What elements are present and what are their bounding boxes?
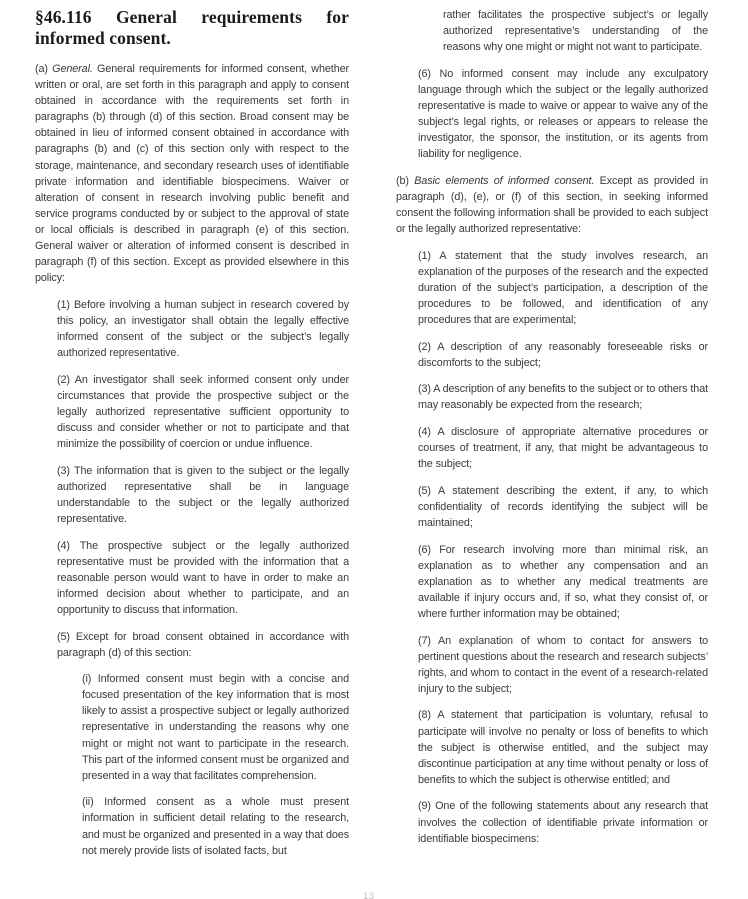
para-b-5-text: (5) A statement describing the extent, if any, to which confidentiality of records identifying the subject will be maintained; <box>418 484 708 530</box>
para-a-5-ii-continued <box>443 7 708 55</box>
para-a-italic-lead: General. <box>52 63 93 75</box>
right-column <box>396 7 708 847</box>
para-b-italic-lead: Basic elements of informed consent. <box>414 174 595 187</box>
para-a-5-i <box>82 671 349 784</box>
para-a-4 <box>57 538 349 618</box>
para-b-1 <box>418 248 708 328</box>
para-b-4 <box>418 424 708 472</box>
para-a-1 <box>57 297 349 361</box>
section-title: §46.116 General requirements for informed consent. <box>35 7 349 48</box>
para-a-5-text: (5) Except for broad consent obtained in accordance with paragraph (d) of this section: <box>57 630 349 659</box>
para-b-8 <box>418 707 708 787</box>
para-b-text: Except as provided in paragraph (d), (e), or (f) of this section, in seeking informed consent the following information shall be provided to each subject or the legally authorized representative: <box>396 174 708 236</box>
para-a-5-i-text: (i) Informed consent must begin with a concise and focused presentation of the key information that is most likely to assist a prospective subject or legally authorized representative in understanding the reasons why one might or might not want to participate in the research. This part of the informed consent must be organized and presented in a way that facilitates comprehension. <box>82 673 349 782</box>
para-a-2 <box>57 372 349 452</box>
para-b-3-text: (3) A description of any benefits to the subject or to others that may reasonably be expected from the research; <box>418 383 708 412</box>
para-a-2-text: (2) An investigator shall seek informed consent only under circumstances that provide the prospective subject or the legally authorized representative sufficient opportunity to discuss and consider whether or not to participate and that minimize the possibility of coercion or undue influence. <box>57 373 349 451</box>
para-b-3 <box>418 381 708 413</box>
page-number: 13 <box>363 891 375 899</box>
para-b-9-text: (9) One of the following statements about any research that involves the collection of identifiable private information or identifiable biospecimens: <box>418 800 708 845</box>
para-a-3 <box>57 463 349 527</box>
para-a-6-text: (6) No informed consent may include any exculpatory language through which the subject or the legally authorized representative is made to waive or appear to waive any of the subject’s legal rights, or releases or appears to release the investigator, the sponsor, the institution, or its agents from liability for negligence. <box>418 67 708 161</box>
para-a-6 <box>418 66 708 163</box>
para-b-1-text: (1) A statement that the study involves research, an explanation of the purposes of the research and the expected duration of the subject’s participation, a description of the procedures to be followed, and identification of any procedures that are experimental; <box>418 249 708 327</box>
para-b-2-text: (2) A description of any reasonably foreseeable risks or discomforts to the subject; <box>418 340 708 369</box>
para-a-5 <box>57 629 349 661</box>
para-b-4-text: (4) A disclosure of appropriate alternative procedures or courses of treatment, if any, that might be advantageous to the subject; <box>418 426 708 471</box>
para-b-2 <box>418 339 708 371</box>
para-b-7-text: (7) An explanation of whom to contact for answers to pertinent questions about the research and research subjects’ rights, and whom to contact in the event of a research-related injury to the subject; <box>418 634 708 695</box>
para-a-3-text: (3) The information that is given to the subject or the legally authorized representative shall be in language understandable to the subject or the legally authorized representative. <box>57 464 349 525</box>
para-a-1-text: (1) Before involving a human subject in research covered by this policy, an investigator shall obtain the legally effective informed consent of the subject or the subject’s legally authorized representative. <box>57 298 349 360</box>
para-b-7 <box>418 633 708 697</box>
para-b-9 <box>418 798 708 846</box>
para-a-text: General requirements for informed consent, whether written or oral, are set forth in this paragraph and apply to consent obtained in accordance with the requirements set forth in paragraphs (b) through (d) of this section. Broad consent may be obtained in lieu of informed consent obtained in accordance with paragraphs (b) and (c) of this section only with respect to the storage, maintenance, and secondary research uses of identifiable private information and identifiable biospecimens. Waiver or alteration of consent in research involving public benefit and service programs conducted by or subject to the approval of state or local officials is described in paragraph (e) of this section. General waiver or alteration of informed consent is described in paragraph (f) of this section. Except as provided elsewhere in this policy: <box>35 63 350 285</box>
para-a-5-ii-text: (ii) Informed consent as a whole must present information in sufficient detail relating to the research, and must be organized and presented in a way that does not merely provide lists of isolated facts, but <box>82 796 349 857</box>
para-b-6-text: (6) For research involving more than minimal risk, an explanation as to whether any compensation and an explanation as to whether any medical treatments are available if injury occurs and, if so, what they consist of, or where further information may be obtained; <box>418 543 708 620</box>
para-b-8-text: (8) A statement that participation is voluntary, refusal to participate will involve no penalty or loss of benefits to which the subject is otherwise entitled, and the subject may discontinue participation at any time without penalty or loss of benefits to which the subject is otherwise entitled; and <box>418 709 708 786</box>
para-b-5 <box>418 483 708 531</box>
para-b-prefix: (b) <box>396 174 415 187</box>
para-a <box>35 61 349 286</box>
para-a-prefix: (a) <box>35 63 53 75</box>
para-b-6 <box>418 542 708 622</box>
para-a-5-ii <box>82 794 349 858</box>
para-b <box>396 173 708 237</box>
para-a-4-text: (4) The prospective subject or the legally authorized representative must be provided with the information that a reasonable person would want to have in order to make an informed decision about whether to participate, and an opportunity to discuss that information. <box>57 539 349 616</box>
para-a-5-ii-continued-text: rather facilitates the prospective subject’s or legally authorized representative’s understanding of the reasons why one might or might not want to participate. <box>443 9 708 54</box>
left-column <box>35 7 349 859</box>
